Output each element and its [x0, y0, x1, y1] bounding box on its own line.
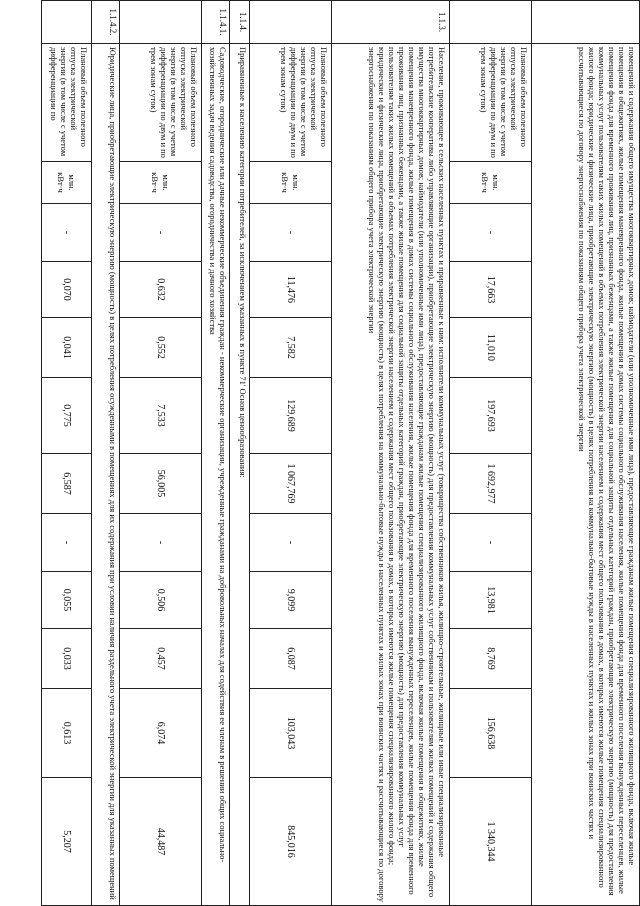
table-row [250, 1, 332, 906]
value-cell: 0,041 [42, 318, 92, 378]
section-row [332, 1, 450, 906]
section-index: 1.1.3. [332, 1, 450, 44]
value-cell: 9,099 [250, 572, 332, 629]
section-description: Приравненные к населению категории потребителей, за исключением указанных в пункте 71' Основ ценообразования: [230, 44, 250, 906]
value-cell: 13,981 [450, 572, 532, 629]
value-cell: 17,663 [450, 262, 532, 318]
table-row [120, 1, 202, 906]
row-label: Плановый объем полезного отпуска электрической энергии (в том числе с учетом дифференциации по двум и по трем зонам суток) [450, 44, 532, 162]
section-description: Садоводческие, огороднические или дачные некоммерческие объединения граждан - некоммерческие организации, учрежденные гражданами на добровольных началах для содействия ее членам в решении общих социально-хозяйственных задач ведения садоводства, огородничества и дачного хозяйства [202, 44, 230, 906]
section-description: помещений и содержания общего имущества многоквартирных домов; наймодатели (или уполномоченные ими лица), предоставляющие гражданам жилые помещения специализированного жилищного фонда, включая жилые помещения в общежитиях, жилые помещения маневренного фонда, жилые помещения в домах системы социального обслуживания населения, жилые помещения фонда для временного поселения вынужденных переселенцев, жилые помещения фонда для временного проживания лиц, признанных беженцами, а также жилые помещения для социальной защиты отдельных категорий граждан, приобретающие электрическую энергию (мощность) для предоставления коммунальных услуг пользователям таких жилых помещений в объемах потребления электрической энергии населением и содержания мест общего пользования в домах, в которых имеются жилые помещения специализированного жилого фонда; юридические и физические лица, приобретающие электрическую энергию (мощность) в целях потребления на коммунально-бытовые нужды в населенных пунктах и жилых зонах при воинских частях и рассчитывающиеся по договору энергоснабжения по показаниям общего прибора учета электрической энергии [532, 44, 640, 906]
row-label: Плановый объем полезного отпуска электрической энергии (в том числе с учетом дифференциации по [42, 44, 92, 162]
section-description: Юридические лица, приобретающие электрическую энергию (мощность) в целях потребления осужденными в помещениях для их содержания при условии наличия раздельного учета электрической энергии для указанных помещений [92, 44, 120, 906]
table-row [42, 1, 92, 906]
value-cell: 845,016 [250, 778, 332, 906]
unit-cell: млн. кВт·ч [250, 162, 332, 204]
value-cell: 129,689 [250, 378, 332, 454]
unit-cell: млн. кВт·ч [450, 162, 532, 204]
value-cell: 1 692,977 [450, 454, 532, 514]
value-cell: 7,582 [250, 318, 332, 378]
value-cell: - [42, 204, 92, 262]
value-cell: 6,074 [120, 689, 202, 778]
value-cell: - [250, 204, 332, 262]
volume-table [41, 0, 640, 906]
table-row [450, 1, 532, 906]
section-row [92, 1, 120, 906]
section-description: Население, проживающее в сельских населенных пунктах и приравненные к ним: исполнители коммунальных услуг (товарищества собственников жилья, жилищно-строительные, жилищные или иные специализированные потребительские кооперативы либо управляющие организации), приобретающие электрическую энергию (мощность) для предоставления коммунальных услуг собственникам и пользователям жилых помещений и содержания общего имущества многоквартирных домов; наймодатели (или уполномоченные ими лица), предоставляющие гражданам жилые помещения специализированного жилищного фонда, включая жилые помещения в общежитиях, жилые помещения маневренного фонда, жилые помещения в домах системы социального обслуживания населения, жилые помещения фонда для временного поселения вынужденных переселенцев, жилые помещения фонда для временного проживания лиц, признанных беженцами, а также жилые помещения для социальной защиты отдельных категорий граждан, приобретающие электрическую энергию (мощность) для предоставления коммунальных услуг пользователям таких жилых помещений в объемах потребления электрической энергии населением и содержания мест общего пользования в домах, в которых имеются жилые помещения специализированного жилого фонда; юридические и физические лица, приобретающие электрическую энергию (мощность) в целях потребления на коммунально-бытовые нужды в населенных пунктах и жилых зонах при воинских частях и рассчитывающиеся по договору энергоснабжения по показаниям общего прибора учета электрической энергии [332, 44, 450, 906]
value-cell: 7,533 [120, 378, 202, 454]
section-index: 1.1.4.2. [92, 1, 120, 44]
value-cell: 6,087 [250, 629, 332, 689]
value-cell: 8,769 [450, 629, 532, 689]
section-row [202, 1, 230, 906]
rotated-page-content [40, 0, 640, 905]
value-cell: 0,506 [120, 572, 202, 629]
value-cell: 44,487 [120, 778, 202, 906]
section-row [532, 1, 640, 906]
value-cell: - [450, 514, 532, 572]
value-cell: 197,693 [450, 378, 532, 454]
section-index [532, 1, 640, 44]
value-cell: - [120, 514, 202, 572]
value-cell: 11,476 [250, 262, 332, 318]
row-label: Плановый объем полезного отпуска электрической энергии (в том числе с учетом дифференциации по двум и по трем зонам суток) [250, 44, 332, 162]
value-cell: 0,457 [120, 629, 202, 689]
value-cell: 0,775 [42, 378, 92, 454]
row-label: Плановый объем полезного отпуска электрической энергии (в том числе с учетом дифференциации по двум и по трем зонам суток) [120, 44, 202, 162]
value-cell: 5,207 [42, 778, 92, 906]
value-cell: 6,587 [42, 454, 92, 514]
value-cell: - [42, 514, 92, 572]
row-index [450, 1, 532, 44]
row-index [120, 1, 202, 44]
value-cell: 11,010 [450, 318, 532, 378]
value-cell: 156,638 [450, 689, 532, 778]
value-cell: 0,552 [120, 318, 202, 378]
value-cell: 1 340,344 [450, 778, 532, 906]
section-index: 1.1.4.1. [202, 1, 230, 44]
value-cell: 0,055 [42, 572, 92, 629]
unit-cell: млн. кВт·ч [120, 162, 202, 204]
section-index: 1.1.4. [230, 1, 250, 44]
value-cell: 0,070 [42, 262, 92, 318]
value-cell: 0,033 [42, 629, 92, 689]
value-cell: - [450, 204, 532, 262]
row-index [42, 1, 92, 44]
value-cell: 1 067,769 [250, 454, 332, 514]
value-cell: 0,613 [42, 689, 92, 778]
section-row [230, 1, 250, 906]
value-cell: - [250, 514, 332, 572]
value-cell: - [120, 204, 202, 262]
unit-cell: млн. кВт·ч [42, 162, 92, 204]
document-sheet [40, 0, 640, 905]
value-cell: 0,632 [120, 262, 202, 318]
value-cell: 56,005 [120, 454, 202, 514]
row-index [250, 1, 332, 44]
value-cell: 103,043 [250, 689, 332, 778]
